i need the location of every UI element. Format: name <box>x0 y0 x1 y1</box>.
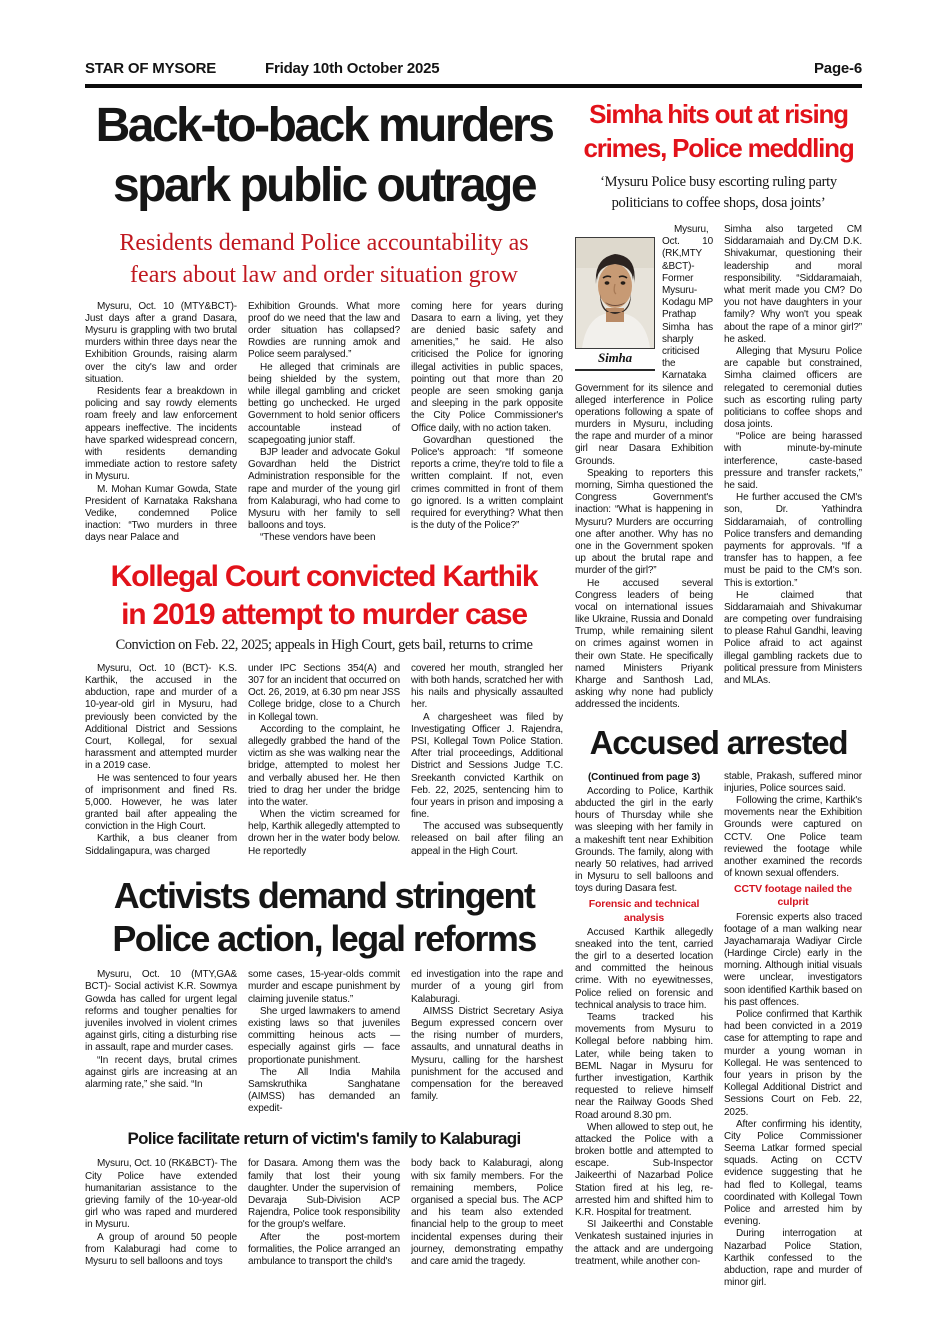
arrested-column-1 <box>575 771 713 1290</box>
arrested-column-1-intro: According to Police, Karthik abducted the girl in the early hours of Thursday while she was sleeping with her family in a makeshift tent near Exhibition Grounds. The family, along with nearly 50 relatives, had arrived in Mysuru to sell balloons and toys during Dasara fest. <box>575 785 713 895</box>
murders-body <box>85 301 563 545</box>
simha-body <box>575 224 862 712</box>
simha-photo-block <box>575 237 655 371</box>
kollegal-column-1: Mysuru, Oct. 10 (BCT)- K.S. Karthik, the accused in the abduction, rape and murder of a 10-year-old girl in Mysuru, had previously been convicted by the Additional District and Sessions Court, Kollegal, for sexual harassment and attempted murder in a 2019 case. He was sentenced to four years of imprisonment and fined Rs. 5,000. However, he was later granted bail after appealing the conviction in the High Court. Karthik, a bus cleaner from Siddalingapura, was charged <box>85 662 237 857</box>
page-header <box>85 60 862 77</box>
kollegal-headline: Kollegal Court convicted Karthik in 2019 attempt to murder case <box>110 560 538 631</box>
arrested-column-1-rest: Accused Karthik allegedly sneaked into the tent, carried the girl to a deserted location and committed the heinous crime. With no eyewitnesses, Police relied on forensic and technical analysis to trace him. Teams tracked his movements from Mysuru to Kollegal before nabbing him. Later, while being taken to BEML Nagar in Mysuru for further investigation, Karthik requested to relieve himself near the Railway Goods Shed Road around 8.30 pm. When allowed to step out, he attacked the Police with a broken bottle and attempted to escape. Sub-Inspector Jaikeerthi of Nazarbad Police Station fired at his leg, re-arrested him and shifted him to K.R. Hospital for treatment. SI Jaikeerthi and Constable Venkatesh sustained injuries in the attack and are undergoing treatment, while another con- <box>575 926 713 1267</box>
kalaburagi-headline: Police facilitate return of victim's family to Kalaburagi <box>127 1129 521 1149</box>
simha-headline: Simha hits out at rising crimes, Police meddling <box>583 99 854 163</box>
article-activists <box>85 874 563 1116</box>
article-kollegal <box>85 558 563 857</box>
simha-photo <box>575 237 655 349</box>
masthead: STAR OF MYSORE <box>85 60 217 77</box>
edition-date: Friday 10th October 2025 <box>265 60 440 77</box>
arrested-column-2 <box>724 771 862 1290</box>
page-number: Page-6 <box>814 60 862 77</box>
kollegal-subheadline: Conviction on Feb. 22, 2025; appeals in High Court, gets bail, returns to crime <box>115 636 533 653</box>
arrested-column-2-intro: stable, Prakash, suffered minor injuries, Police sources said. Following the crime, Karthik's movements near the Exhibition Grounds were captured on CCTV. One Police team reviewed the footage while another examined the records of known sexual offenders. <box>724 770 862 880</box>
page-body <box>85 96 862 1289</box>
murders-column-3: coming here for years during Dasara to earn a living, yet they are denied basic safety and amenities,” he said. He also criticised the Police for ignoring illegal activities in public spaces, pointing out that more than 20 people are seen smoking ganja and sleeping in the park opposite the City Police Commissioner's Office daily, with no action taken. Govardhan questioned the Police's approach: “If someone reports a crime, they're told to file a written complaint. If not, even crimes committed in front of them go ignored. Is a written complaint required for everything? What then is the duty of the Police?” <box>411 300 563 532</box>
activists-column-2: some cases, 15-year-olds commit murder and escape punishment by claiming juvenile status.” She urged lawmakers to amend existing laws so that juveniles committing heinous acts — especially against girls — face proportionate punishment. The All India Mahila Samskruthika Sanghatane (AIMSS) has demanded an expedit- <box>248 969 400 1115</box>
kalaburagi-column-2: for Dasara. Among them was the family that lost their young daughter. Under the supervision of Devaraja Sub-Division ACP Rajendra, Police took responsibility for the group's welfare. After the post-mortem formalities, the Police arranged an ambulance to transport the child's <box>248 1158 400 1267</box>
murders-subheadline: Residents demand Police accountability as fears about law and order situation grow <box>119 229 529 289</box>
right-section <box>575 96 862 1289</box>
kollegal-column-3: covered her mouth, strangled her with both hands, scratched her with his nails and physically assaulted her. A chargesheet was filed by Investigating Officer J. Rajendra, PSI, Kollegal Town Police Station. After trial proceedings, Additional District and Sessions Judge T.C. Sreekanth convicted Karthik on Feb. 22, 2025, sentencing him to four years in prison and imposing a fine. The accused was subsequently released on bail after filing an appeal in the High Court. <box>411 662 563 857</box>
article-kalaburagi <box>85 1129 563 1268</box>
cctv-subhead: CCTV footage nailed the culprit <box>734 883 852 909</box>
article-arrested <box>575 724 862 1290</box>
kalaburagi-column-3: body back to Kalaburagi, along with six family members. For the remaining members, Police organised a special bus. The ACP and his team also extended financial help to the group to meet incidental expenses during their journey, demonstrating empathy and care amid the tragedy. <box>411 1158 563 1267</box>
arrested-column-2-rest: Forensic experts also traced footage of a man walking near Jayachamaraja Wadiyar Circle (Hardinge Circle) early in the morning. Although initial visuals were unclear, investigators soon identified Karthik based on his past offences. Police confirmed that Karthik had been convicted in a 2019 case for attempting to rape and murder a young woman in Kollegal. He was sentenced to four years in prison by the Kollegal Additional District and Sessions Court on Feb. 22, 2025. After confirming his identity, City Police Commissioner Seema Latkar formed special squads. Acting on CCTV evidence suggesting that he had fled to Kollegal, teams coordinated with Kollegal Town Police and arrested him by evening. During interrogation at Nazarbad Police Station, Karthik confessed to the abduction, rape and murder of minor girl. <box>724 911 862 1289</box>
kalaburagi-column-1: Mysuru, Oct. 10 (RK&BCT)- The City Police have extended humanitarian assistance to the grieving family of the 10-year-old girl who was raped and murdered in Mysuru. A group of around 50 people from Kalaburagi had come to Mysuru to sell balloons and toys <box>85 1158 237 1267</box>
header-rule <box>85 84 862 88</box>
activists-body <box>85 969 563 1115</box>
arrested-body <box>575 771 862 1290</box>
article-murders <box>85 96 563 544</box>
simha-column-1-text: Mysuru, Oct. 10 (RK,MTY &BCT)- Former Mysuru-Kodagu MP Prathap Simha has sharply criticised the Karnataka Government for its silence and alleged interference in Police operations following a spate of murders in Mysuru, including the rape and murder of a minor girl near Dasara Exhibition Grounds. Speaking to reporters this morning, Simha questioned the Congress Government's inaction: “What is happening in Mysuru? Murders are occurring one after another. Why has no one in the Government spoken up about the brutal rape and murder of the girl?” He accused several Congress leaders of being vocal on international issues like Ukraine, Russia and Donald Trump, while remaining silent on crimes against women in their own State. He specifically named Ministers Priyank Kharge and Santhosh Lad, asking why none had publicly addressed the incidents. <box>575 224 713 711</box>
simha-photo-caption: Simha <box>575 349 655 371</box>
activists-column-3: ed investigation into the rape and murder of a young girl from Kalaburagi. AIMSS District Secretary Asiya Begum expressed concern over the rising number of murders, assaults, and unnatural deaths in Mysuru, calling for the harshest punishment for the accused and compensation for the bereaved family. <box>411 969 563 1103</box>
murders-column-1: Mysuru, Oct. 10 (MTY&BCT)- Just days after a grand Dasara, Mysuru is grappling with two brutal murders within three days near the Exhibition Grounds, raising alarm over the city's law and order situation. Residents fear a breakdown in policing and say rowdy elements roam freely and law enforcement appears ineffective. The incidents have sparked widespread concern, with residents demanding immediate action to restore safety in Mysuru. M. Mohan Kumar Gowda, State President of Karnataka Rakshana Vedike, condemned Police inaction: “Two murders in three days near Palace and <box>85 300 237 544</box>
forensic-subhead: Forensic and technical analysis <box>588 898 700 924</box>
simha-column-1 <box>575 224 713 712</box>
kollegal-body <box>85 663 563 858</box>
article-simha <box>575 98 862 712</box>
simha-column-2: Simha also targeted CM Siddaramaiah and Dy.CM D.K. Shivakumar, questioning their leadership and moral responsibility. “Siddaramaiah, what merit made you CM? Do you not have daughters in your family? Why won't you speak about the rape of a minor girl?” he asked. Alleging that Mysuru Police are capable but constrained, Simha claimed officers are relegated to ceremonial duties such as escorting ruling party politicians to coffee shops and dosa joints. “Police are being harassed with minute-by-minute interference, caste-based pressure and transfer rackets,” he said. He further accused the CM's son, Dr. Yathindra Siddaramaiah, of controlling Police transfers and demanding payments for approvals. “If a transfer has to happen, a fee must be paid to the CM's son. This is extortion.” He claimed that Siddaramaiah and Shivakumar are competing over fundraising to please Rahul Gandhi, leaving Police afraid to act against illegal gambling rackets due to political pressure from Ministers and MLAs. <box>724 224 862 687</box>
kalaburagi-body <box>85 1158 563 1268</box>
activists-headline: Activists demand stringent Police action, legal reforms <box>112 874 536 960</box>
murders-headline: Back-to-back murders spark public outrage <box>95 99 553 213</box>
activists-column-1: Mysuru, Oct. 10 (MTY,GA& BCT)- Social activist K.R. Sowmya Gowda has called for urgent legal reforms and tougher penalties for juveniles involved in violent crimes against girls, citing a disturbing rise in assault, rape and murder cases. “In recent days, brutal crimes against girls are increasing at an alarming rate,” she said. “In <box>85 969 237 1090</box>
continued-from-note: (Continued from page 3) <box>587 771 701 783</box>
kollegal-column-2: under IPC Sections 354(A) and 307 for an incident that occurred on Oct. 26, 2019, at 6.30 pm near JSS College bridge, close to a Church in Kollegal town. According to the complaint, he allegedly grabbed the hand of the victim as she was walking near the bridge, attempted to molest her and verbally abused her. He then tried to drag her under the bridge into the water. When the victim screamed for help, Karthik allegedly attempted to drown her in the water body below. He reportedly <box>248 662 400 857</box>
murders-column-2: Exhibition Grounds. What more proof do we need that the law and order situation has collapsed? Rowdies are running amok and Police seem paralysed.” He alleged that criminals are being shielded by the system, while illegal gambling and cricket betting go unchecked. He urged Government to hold senior officers accountable instead of scapegoating junior staff. BJP leader and advocate Gokul Govardhan held the District Administration responsible for the rape and murder of the young girl from Kalaburagi, who had come to Mysuru with her family to sell balloons and toys. “These vendors have been <box>248 300 400 544</box>
arrested-headline: Accused arrested <box>589 723 848 761</box>
simha-subheadline: ‘Mysuru Police busy escorting ruling party politicians to coffee shops, dosa joints’ <box>600 173 837 212</box>
left-section <box>85 96 563 1289</box>
